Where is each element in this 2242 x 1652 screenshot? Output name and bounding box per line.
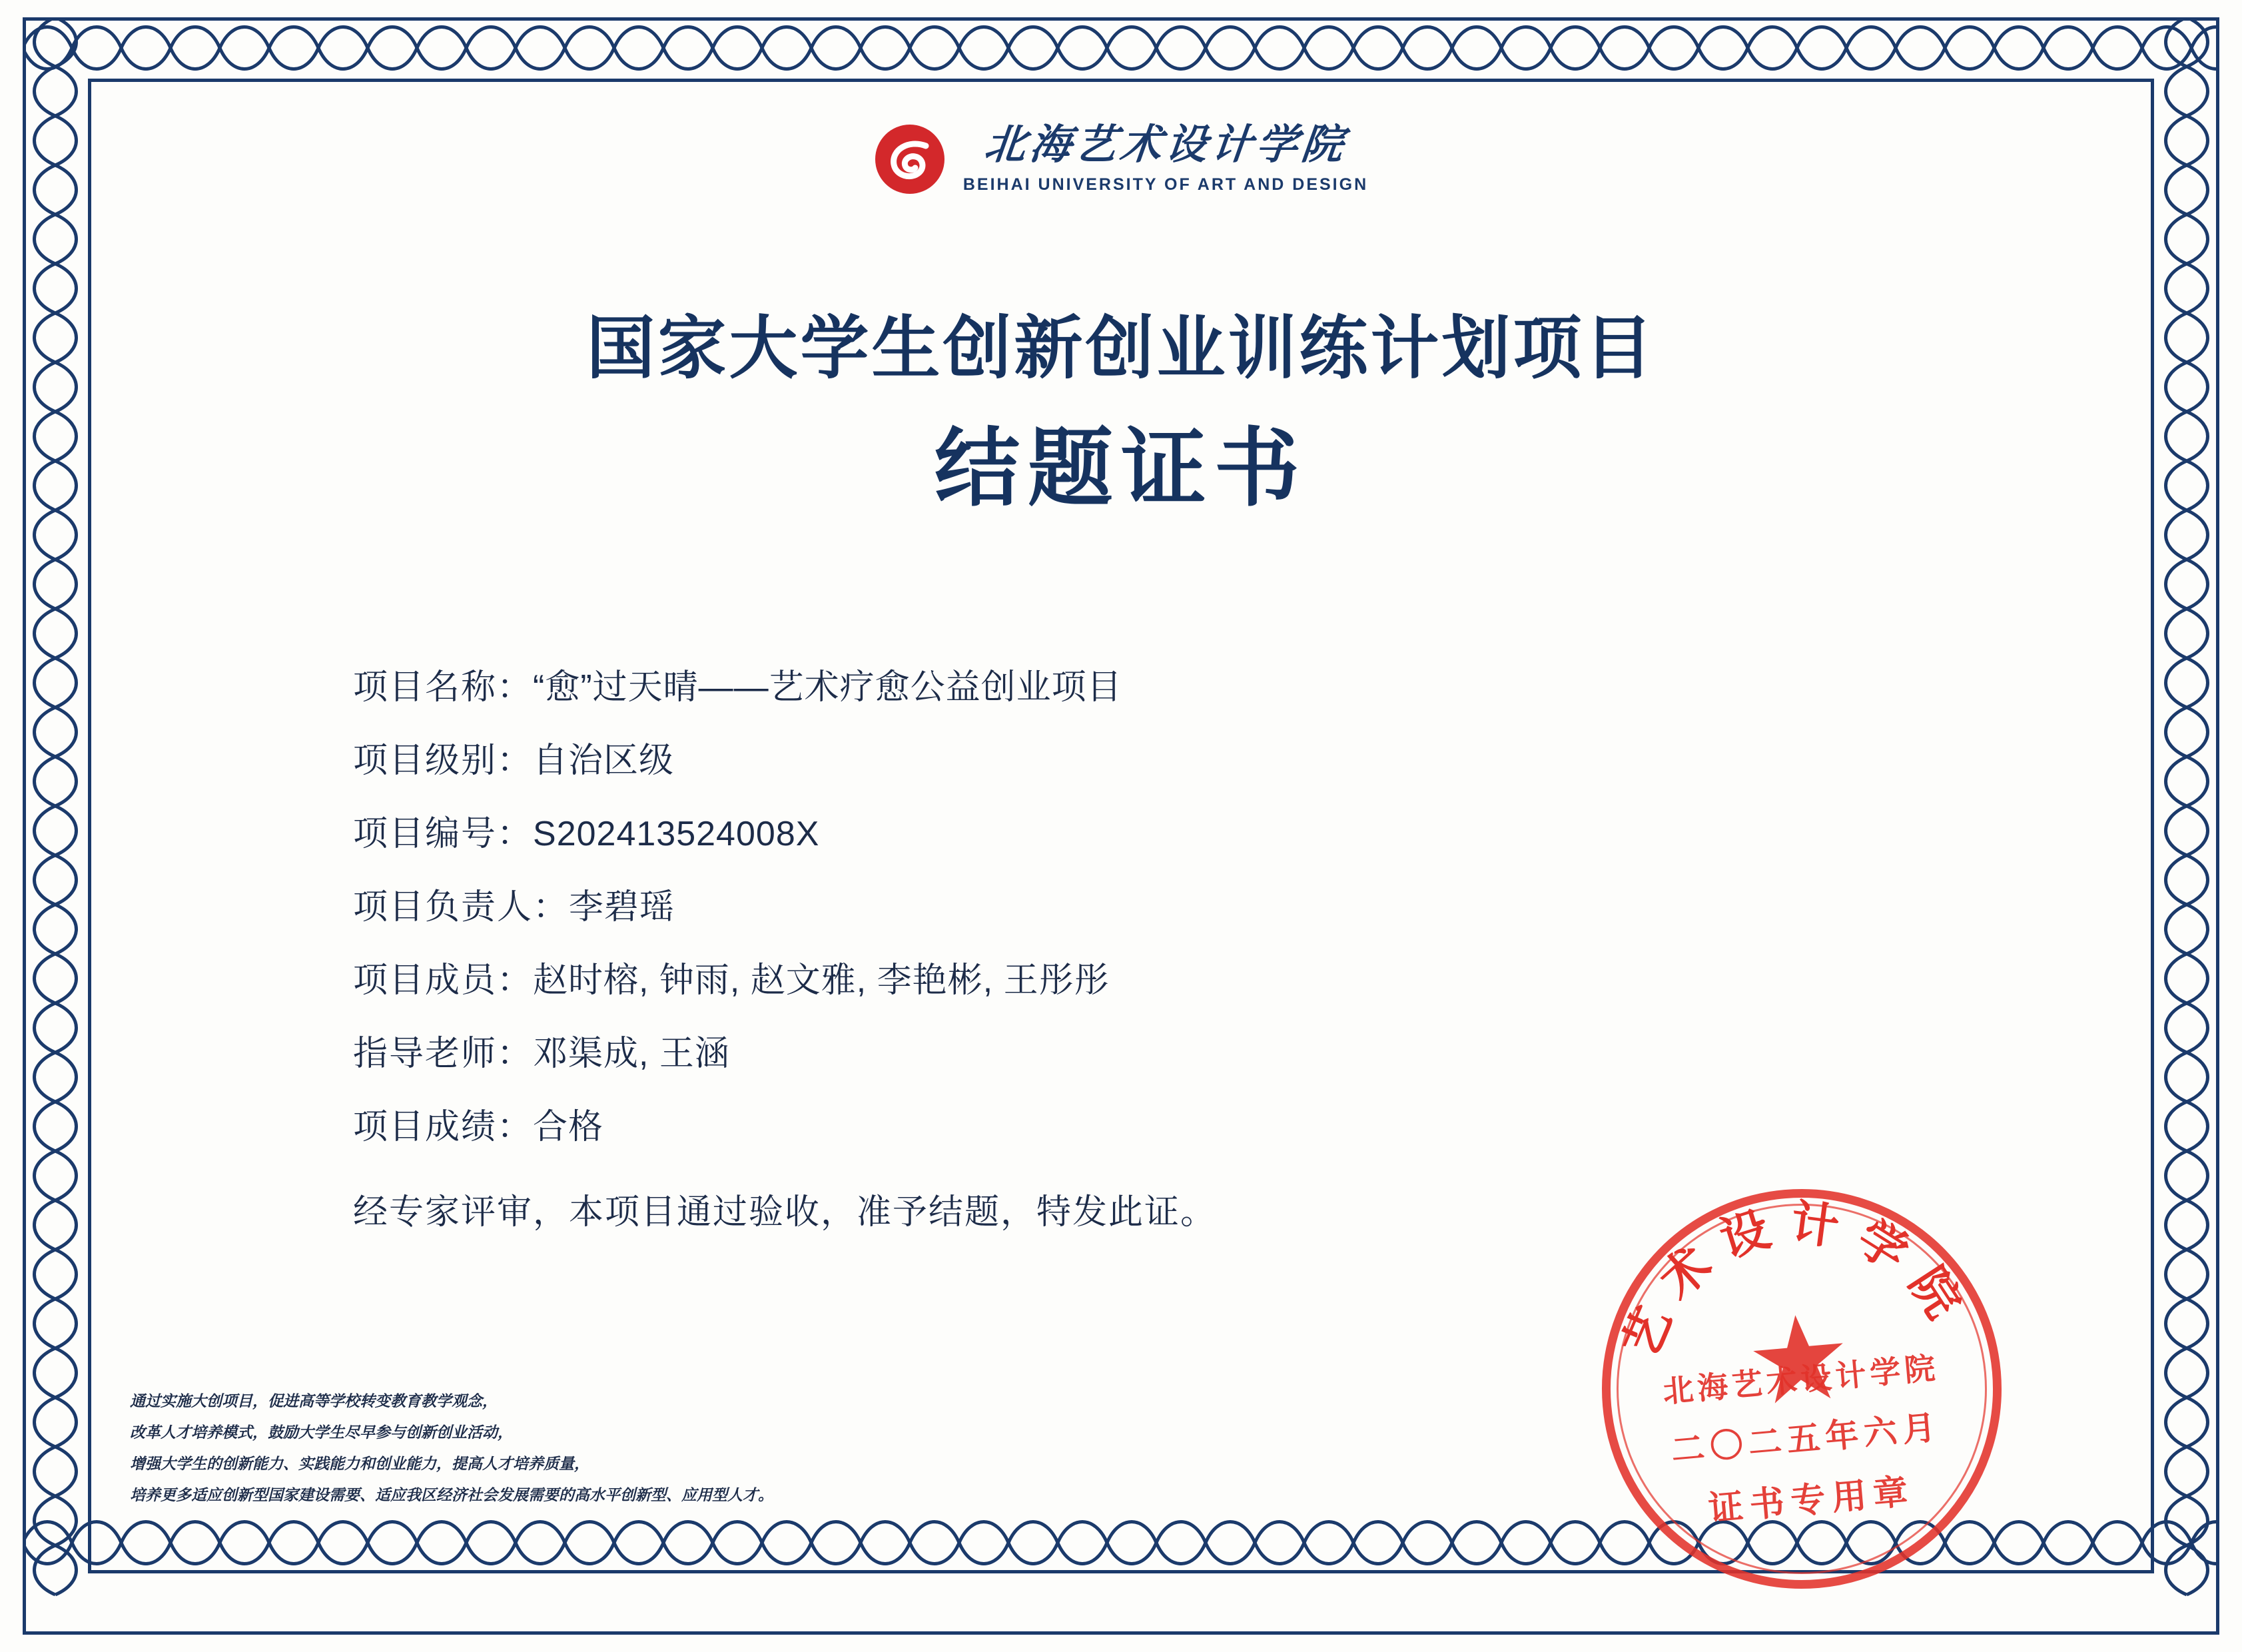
field-value: 自治区级 (533, 741, 675, 780)
footnote-line: 改革人才培养模式，鼓励大学生尽早参与创新创业活动， (130, 1424, 513, 1442)
seal-organization: 北海艺术设计学院 (1661, 1351, 1941, 1410)
certificate-fields (353, 666, 1818, 1234)
field-value: 合格 (533, 1108, 604, 1146)
field-label: 项目级别： (353, 741, 534, 780)
official-seal (1585, 1172, 2018, 1605)
field-value: 邓渠成, 王涵 (533, 1034, 730, 1073)
field-label: 项目负责人： (353, 888, 569, 927)
field-project-name (353, 666, 1818, 709)
logo-row (874, 123, 1368, 195)
certificate-title-sub: 结题证书 (934, 422, 1308, 516)
footnote-line: 通过实施大创项目，促进高等学校转变教育教学观念， (130, 1393, 498, 1410)
footnote-block (130, 1386, 1062, 1511)
university-logo-icon (874, 123, 946, 195)
svg-text:艺术设计学院: 艺术设计学院 (1613, 1196, 1979, 1365)
field-value: 李碧瑶 (569, 888, 675, 927)
field-label: 项目编号： (353, 815, 534, 853)
field-project-level (353, 739, 1818, 783)
institution-name-cn: 北海艺术设计学院 (982, 122, 1349, 168)
field-value: “愈”过天晴——艺术疗愈公益创业项目 (533, 668, 1122, 707)
certificate-statement: 经专家评审，本项目通过验收，准予结题，特发此证。 (353, 1193, 1217, 1232)
logo-text-block (962, 122, 1369, 195)
footnote-line: 培养更多适应创新型国家建设需要、适应我区经济社会发展需要的高水平创新型、应用型人才。 (130, 1487, 773, 1504)
field-label: 指导老师： (353, 1034, 534, 1073)
field-project-members (353, 959, 1818, 1003)
certificate-title-main: 国家大学生创新创业训练计划项目 (586, 311, 1656, 387)
field-label: 项目成员： (353, 961, 534, 1000)
field-project-advisors (353, 1032, 1818, 1076)
rope-border-right (2154, 17, 2219, 1635)
field-label: 项目名称： (353, 668, 534, 707)
rope-border-top (23, 17, 2219, 79)
seal-date: 二〇二五年六月 (1669, 1408, 1943, 1469)
footnote-line: 增强大学生的创新能力、实践能力和创业能力，提高人才培养质量， (130, 1455, 589, 1473)
field-label: 项目成绩： (353, 1108, 534, 1146)
field-project-number (353, 813, 1818, 856)
institution-header (0, 123, 2242, 199)
field-project-leader (353, 886, 1818, 929)
rope-border-left (23, 17, 88, 1635)
field-value: S202413524008X (533, 815, 820, 853)
institution-name-en: BEIHAI UNIVERSITY OF ART AND DESIGN (962, 175, 1369, 194)
seal-type: 证书专用章 (1706, 1472, 1916, 1529)
field-value: 赵时榕, 钟雨, 赵文雅, 李艳彬, 王彤彤 (533, 961, 1110, 1000)
field-project-grade (353, 1106, 1818, 1149)
